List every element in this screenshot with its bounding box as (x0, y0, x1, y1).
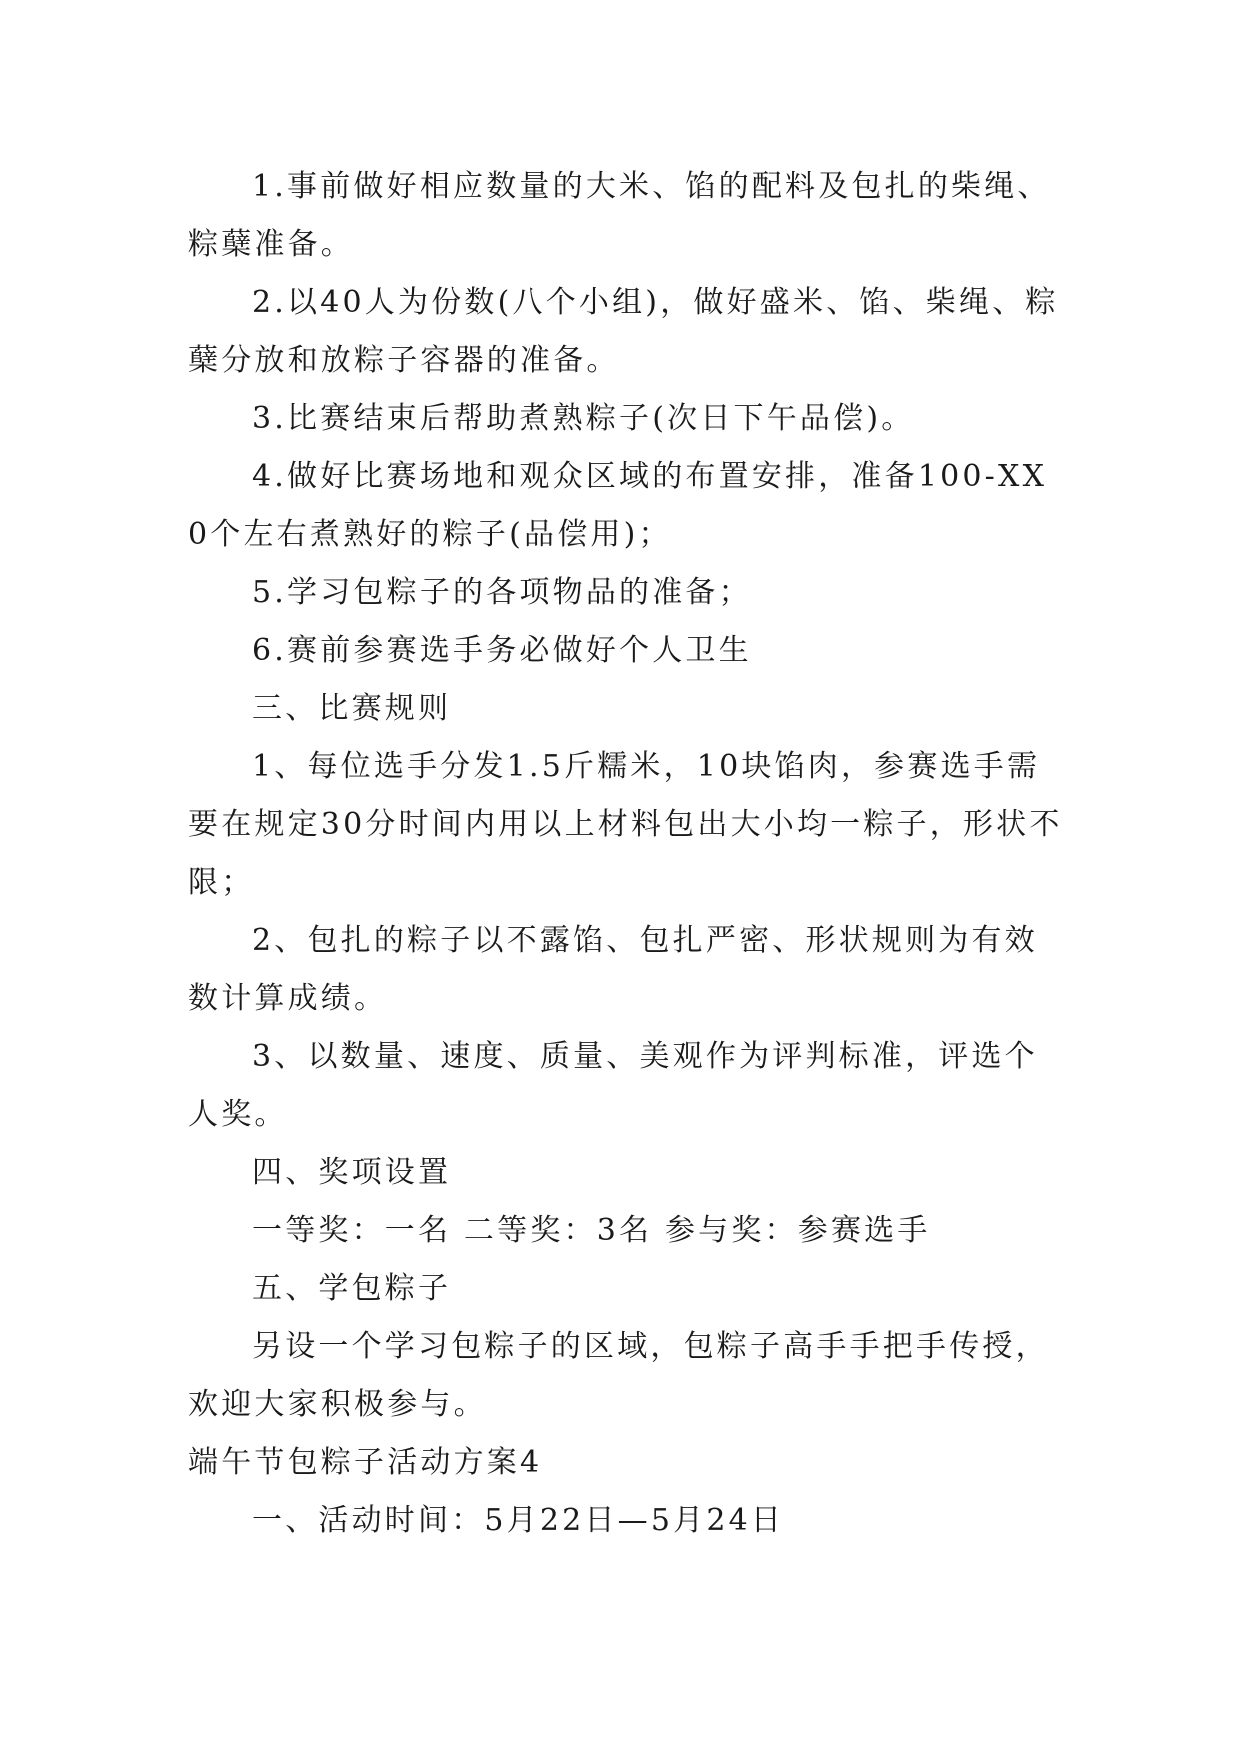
paragraph-prep-4: 4.做好比赛场地和观众区域的布置安排，准备100-XX0个左右煮熟好的粽子(品偿用)； (188, 459, 1048, 552)
section-heading-learning: 五、学包粽子 (252, 1271, 452, 1306)
paragraph-learning: 另设一个学习包粽子的区域，包粽子高手手把手传授，欢迎大家积极参与。 (188, 1329, 1049, 1422)
paragraph-activity-time: 一、活动时间：5月22日—5月24日 (252, 1503, 785, 1538)
paragraph-prep-3: 3.比赛结束后帮助煮熟粽子(次日下午品偿)。 (252, 401, 915, 436)
paragraph-prep-1: 1.事前做好相应数量的大米、馅的配料及包扎的柴绳、粽蘖准备。 (188, 169, 1051, 262)
paragraph-prep-5: 5.学习包粽子的各项物品的准备； (252, 575, 752, 610)
document-page (188, 158, 1064, 1550)
paragraph-rule-1: 1、每位选手分发1.5斤糯米，10块馅肉，参赛选手需要在规定30分时间内用以上材料包出大小均一粽子，形状不限； (188, 749, 1063, 900)
document-subtitle: 端午节包粽子活动方案4 (188, 1445, 543, 1480)
paragraph-prep-6: 6.赛前参赛选手务必做好个人卫生 (252, 633, 752, 668)
paragraph-awards: 一等奖：一名 二等奖：3名 参与奖：参赛选手 (252, 1213, 931, 1248)
paragraph-prep-2: 2.以40人为份数(八个小组)，做好盛米、馅、柴绳、粽蘖分放和放粽子容器的准备。 (188, 285, 1059, 378)
section-heading-awards: 四、奖项设置 (252, 1155, 452, 1190)
paragraph-rule-2: 2、包扎的粽子以不露馅、包扎严密、形状规则为有效数计算成绩。 (188, 923, 1038, 1016)
section-heading-rules: 三、比赛规则 (252, 691, 452, 726)
paragraph-rule-3: 3、以数量、速度、质量、美观作为评判标准，评选个人奖。 (188, 1039, 1038, 1132)
